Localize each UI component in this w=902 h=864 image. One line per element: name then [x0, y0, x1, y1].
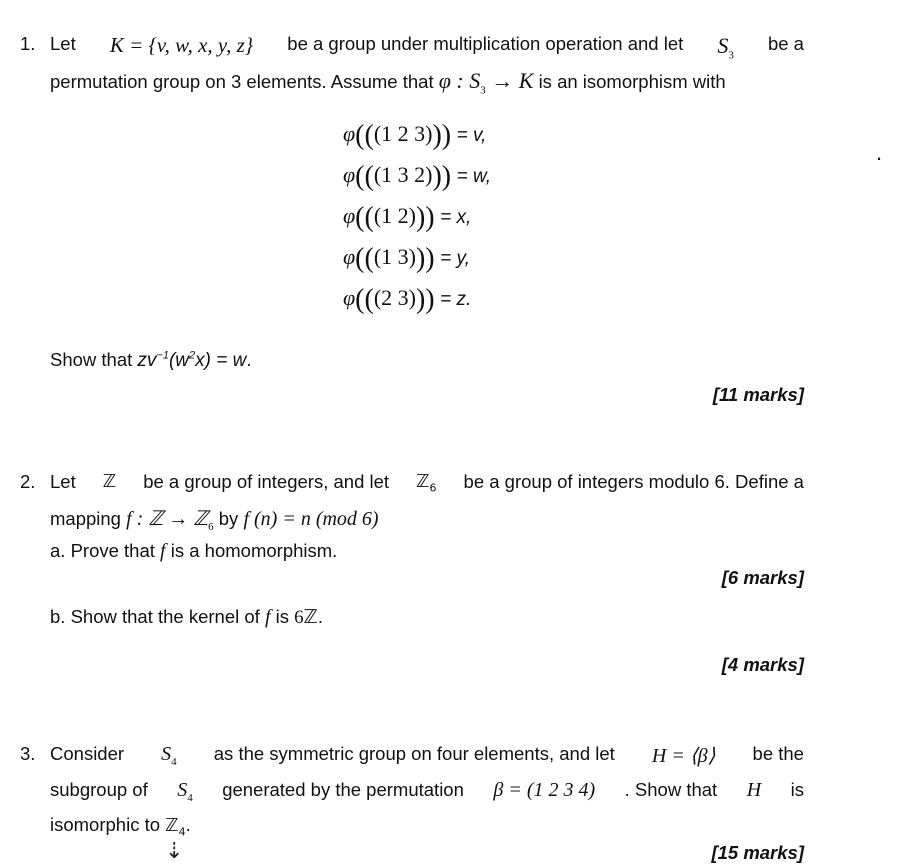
kernel-expression: 6ℤ	[294, 607, 318, 628]
q1-show-line: Show that $zv^{-1}(w^2x) = w$.	[50, 349, 252, 371]
q1-marks: [11 marks]	[712, 384, 804, 405]
cursor-scribble-icon: ⇣	[165, 838, 184, 863]
phi-map: φ : $S_3 \to K$	[438, 68, 534, 97]
equation-2: φ(((1 3 2))) = w,	[343, 161, 491, 192]
q1-number: 1.	[20, 33, 36, 54]
map-f: f : ℤ → ℤ$_6$	[126, 508, 214, 533]
S4-symbol: $S_4$	[161, 743, 177, 768]
q3-line2: subgroup of $S_4$ generated by the permutation β = (1 2 3 4) . Show that H is	[50, 779, 804, 804]
q2-line1: Let ℤ be a group of integers, and let ℤ$_6$ be a group of integers modulo 6. Define a	[50, 471, 804, 495]
equation-1: φ(((1 2 3))) = v,	[343, 120, 487, 151]
q1-line2: permutation group on 3 elements. Assume that φ : $S_3 \to K$ is an isomorphism with	[50, 68, 726, 97]
q1-line1: Let K = {v, w, x, y, z} be a group under multiplication operation and let $S_3$ be a	[50, 33, 804, 62]
Z-symbol: ℤ	[102, 471, 117, 492]
q2-marks-b: [4 marks]	[721, 654, 804, 675]
q3-line3: isomorphic to ℤ$_4$.	[50, 814, 191, 839]
equation-3: φ(((1 2))) = x,	[343, 202, 472, 233]
Z6-symbol: ℤ$_6$	[416, 471, 437, 495]
Z4-symbol: ℤ$_4$	[165, 815, 186, 839]
q3-marks: [15 marks]	[711, 842, 804, 863]
q2-number: 2.	[20, 471, 36, 492]
q2-line2: mapping f : ℤ → ℤ$_6$ by f (n) = n (mod 6)	[50, 508, 379, 533]
set-K: K = {v, w, x, y, z}	[109, 33, 254, 57]
map-definition: f (n) = n (mod 6)	[243, 508, 379, 530]
H-definition: H = ⟨β⟩	[651, 745, 716, 767]
q3-number: 3.	[20, 743, 36, 764]
q2-part-b: b. Show that the kernel of f is 6ℤ.	[50, 606, 323, 628]
q1-show-expression: $zv^{-1}(w^2x) = w$	[137, 349, 247, 371]
q2-marks-a: [6 marks]	[721, 567, 804, 588]
S4-symbol-2: $S_4$	[177, 779, 193, 804]
beta-definition: β = (1 2 3 4)	[493, 779, 596, 801]
stray-dot: .	[876, 140, 883, 165]
S3-symbol: $S_3$	[717, 33, 734, 62]
q3-line1: Consider $S_4$ as the symmetric group on four elements, and let H = ⟨β⟩ be the	[50, 743, 804, 768]
equation-4: φ(((1 3))) = y,	[343, 243, 470, 274]
equation-5: φ(((2 3))) = z.	[343, 284, 472, 315]
q2-part-a: a. Prove that f is a homomorphism.	[50, 540, 338, 562]
